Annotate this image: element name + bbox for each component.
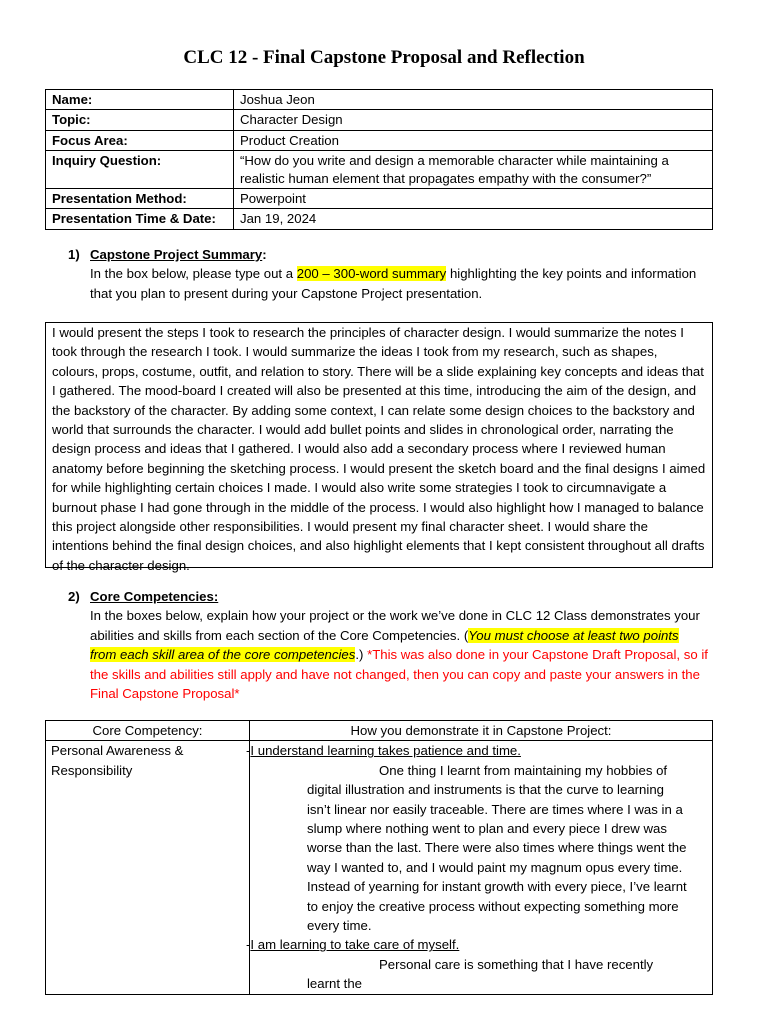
competency-point: -I am learning to take care of myself. bbox=[246, 937, 460, 953]
info-value: Joshua Jeon bbox=[234, 90, 713, 110]
section-heading: Core Competencies: bbox=[90, 589, 219, 604]
info-value: Powerpoint bbox=[234, 189, 713, 209]
competency-table bbox=[45, 720, 713, 995]
info-row bbox=[46, 130, 713, 150]
highlighted-text: You must choose at least two points from each skill area of the core competencies bbox=[90, 627, 679, 663]
competency-label: Personal Awareness & Responsibility bbox=[46, 741, 250, 994]
section-heading: Capstone Project Summary bbox=[90, 247, 263, 262]
info-label: Focus Area: bbox=[46, 130, 234, 150]
info-value: Product Creation bbox=[234, 130, 713, 150]
point-body-text: Personal care is something that I have recently learnt the bbox=[307, 956, 654, 992]
red-note: *This was also done in your Capstone Draft Proposal, so if the skills and abilities still apply and have not changed, then you can copy and paste your answers in the Final Capstone Proposal* bbox=[90, 647, 708, 702]
column-header: Core Competency: bbox=[46, 721, 250, 741]
info-table bbox=[45, 89, 713, 230]
section-core-competencies-instructions bbox=[68, 587, 708, 703]
point-body bbox=[255, 761, 707, 936]
info-row bbox=[46, 110, 713, 130]
intro-text: highlighting the key points and information that you plan to present during your Capstone Project presentation. bbox=[90, 266, 697, 301]
competency-point: -I understand learning takes patience and time. bbox=[246, 743, 521, 759]
info-row bbox=[46, 151, 713, 189]
info-row bbox=[46, 189, 713, 209]
info-label: Inquiry Question: bbox=[46, 151, 234, 189]
info-label: Name: bbox=[46, 90, 234, 110]
info-label: Presentation Time & Date: bbox=[46, 209, 234, 229]
column-header: How you demonstrate it in Capstone Project: bbox=[250, 721, 713, 741]
highlighted-text: 200 – 300-word summary bbox=[296, 266, 447, 282]
point-heading: I am learning to take care of myself. bbox=[250, 937, 460, 953]
point-body bbox=[255, 955, 707, 994]
point-heading: I understand learning takes patience and time. bbox=[250, 743, 521, 759]
intro-text: In the box below, please type out a bbox=[90, 266, 297, 282]
section-heading-colon: : bbox=[262, 247, 267, 262]
info-value: “How do you write and design a memorable character while maintaining a realistic human element that propagates empathy with the consumer?” bbox=[234, 151, 713, 189]
intro-text: .) bbox=[355, 647, 368, 663]
table-header-row bbox=[46, 721, 713, 741]
section-intro bbox=[90, 606, 708, 703]
intro-text: In the boxes below, explain how your project or the work we’ve done in CLC 12 Class demonstrates your abilities and skills from each section of the Core Competencies. ( bbox=[90, 608, 700, 643]
section-intro bbox=[90, 264, 708, 303]
section-number: 1) bbox=[68, 247, 80, 262]
table-row bbox=[46, 741, 713, 994]
info-value: Character Design bbox=[234, 110, 713, 130]
info-value: Jan 19, 2024 bbox=[234, 209, 713, 229]
info-label: Topic: bbox=[46, 110, 234, 130]
info-row bbox=[46, 90, 713, 110]
point-body-text: One thing I learnt from maintaining my hobbies of digital illustration and instruments is that the curve to learning isn’t linear nor easily traceable. There are times where I was in a slump where nothing went to plan and every piece I drew was worse than the last. There were also times where things went the way I wanted to, and I would paint my magnum opus every time. Instead of yearning for instant growth with every piece, I’ve learnt to enjoy the creative process without expecting something more every time. bbox=[307, 762, 687, 934]
section-number: 2) bbox=[68, 589, 80, 604]
summary-box: I would present the steps I took to research the principles of character design. I would summarize the notes I took through the research I took. I would summarize the ideas I took from my research, such as shapes, colours, props, costume, outfit, and relation to story. There will be a slide explaining key concepts and ideas that I gathered. The mood-board I created will also be presented at this time, introducing the aim of the design, and the backstory of the character. By adding some context, I can relate some design choices to the backstory and world that surrounds the character. I would add bullet points and slides in chronological order, narrating the design process and ideas that I gathered. I would also add a secondary process where I reviewed human anatomy before beginning the sketching process. I would present the sketch board and the final designs I aimed for while highlighting certain choices I made. I would also write some strategies I took to circumnavigate a burnout phase I had gone through in the middle of the process. I would also highlight how I managed to balance this project alongside other responsibilities. I would present my final character sheet. I would share the intentions behind the final design choices, and also highlight elements that I kept consistent throughout all drafts of the character design. bbox=[45, 322, 713, 568]
info-label: Presentation Method: bbox=[46, 189, 234, 209]
section-summary-instructions bbox=[68, 245, 708, 303]
info-row bbox=[46, 209, 713, 229]
competency-description bbox=[246, 741, 713, 994]
page-title: CLC 12 - Final Capstone Proposal and Reflection bbox=[183, 47, 585, 68]
